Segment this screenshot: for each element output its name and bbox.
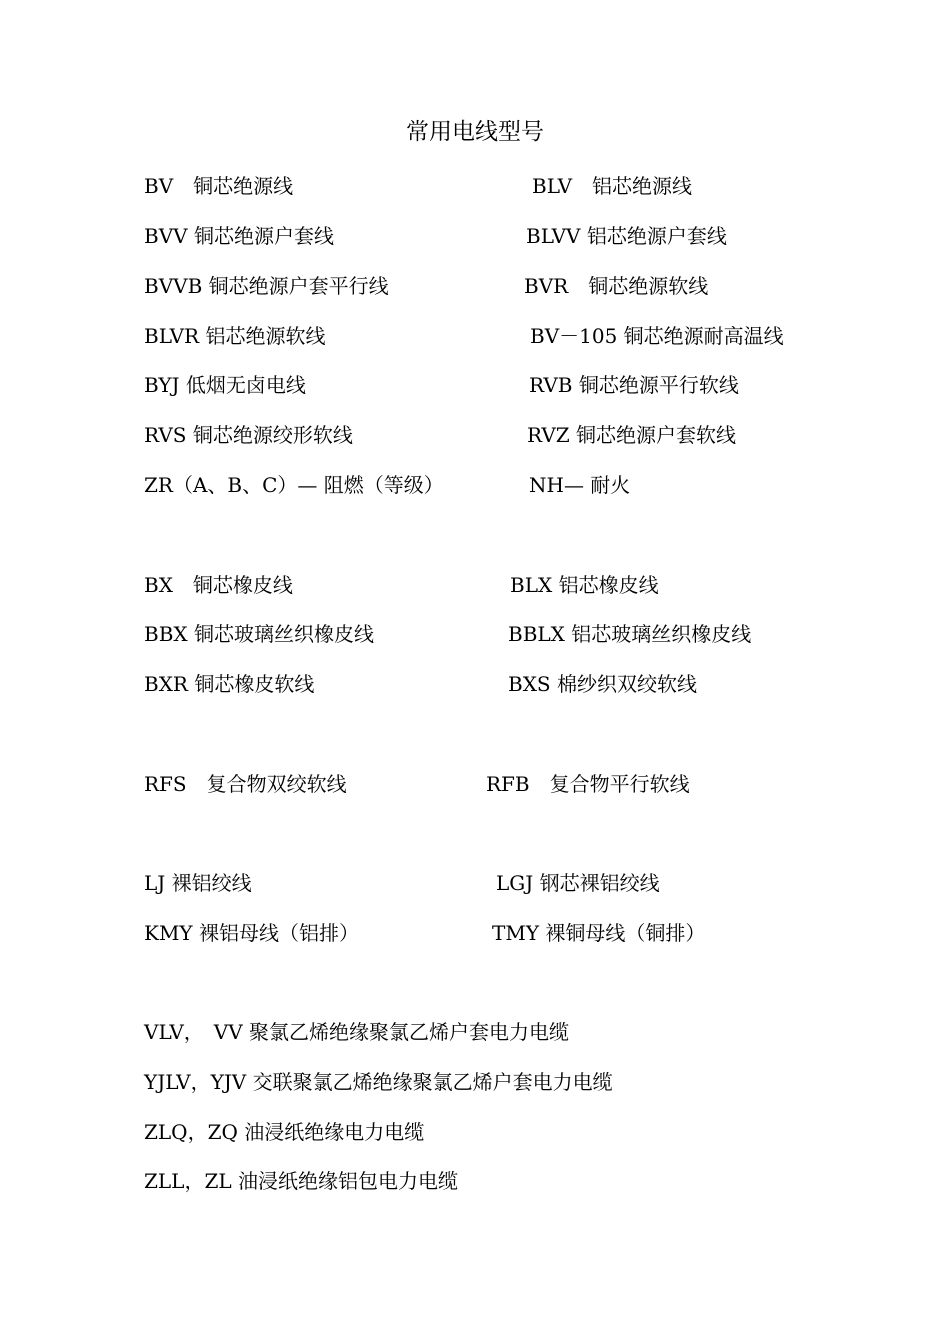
page-title: 常用电线型号 <box>406 119 544 145</box>
wire-type-rvz: RVZ 铜芯绝源户套软线 <box>527 423 737 447</box>
wire-type-rvs: RVS 铜芯绝源绞形软线 <box>144 423 353 447</box>
wire-type-bvv: BVV 铜芯绝源户套线 <box>144 224 334 248</box>
wire-type-byj: BYJ 低烟无卤电线 <box>144 373 306 397</box>
wire-type-bvr: BVR 铜芯绝源软线 <box>524 274 709 298</box>
wire-type-zr: ZR（A、B、C）— 阻燃（等级） <box>144 473 444 497</box>
wire-type-rfb: RFB 复合物平行软线 <box>486 772 690 796</box>
cable-type-zlq: ZLQ，ZQ 油浸纸绝缘电力电缆 <box>144 1120 425 1144</box>
wire-type-tmy: TMY 裸铜母线（铜排） <box>492 921 706 945</box>
wire-type-bblx: BBLX 铝芯玻璃丝织橡皮线 <box>508 622 752 646</box>
wire-type-lgj: LGJ 钢芯裸铝绞线 <box>496 871 660 895</box>
cable-type-vlv: VLV， VV 聚氯乙烯绝缘聚氯乙烯户套电力电缆 <box>144 1020 570 1044</box>
wire-type-bx: BX 铜芯橡皮线 <box>144 573 293 597</box>
wire-type-lj: LJ 裸铝绞线 <box>144 871 252 895</box>
wire-type-bvvb: BVVB 铜芯绝源户套平行线 <box>144 274 389 298</box>
wire-type-bbx: BBX 铜芯玻璃丝织橡皮线 <box>144 622 374 646</box>
wire-type-bv: BV 铜芯绝源线 <box>144 174 294 198</box>
wire-type-nh: NH— 耐火 <box>529 473 631 497</box>
wire-type-kmy: KMY 裸铝母线（铝排） <box>144 921 359 945</box>
wire-type-rvb: RVB 铜芯绝源平行软线 <box>529 373 739 397</box>
cable-type-zll: ZLL，ZL 油浸纸绝缘铝包电力电缆 <box>144 1169 458 1193</box>
wire-type-blv: BLV 铝芯绝源线 <box>532 174 693 198</box>
cable-type-yjlv: YJLV，YJV 交联聚氯乙烯绝缘聚氯乙烯户套电力电缆 <box>144 1070 613 1094</box>
wire-type-blx: BLX 铝芯橡皮线 <box>510 573 659 597</box>
wire-type-bxr: BXR 铜芯橡皮软线 <box>144 672 315 696</box>
wire-type-rfs: RFS 复合物双绞软线 <box>144 772 347 796</box>
wire-type-bv105: BV－105 铜芯绝源耐高温线 <box>530 324 784 348</box>
wire-type-bxs: BXS 棉纱织双绞软线 <box>508 672 697 696</box>
wire-type-blvr: BLVR 铝芯绝源软线 <box>144 324 326 348</box>
wire-type-blvv: BLVV 铝芯绝源户套线 <box>526 224 727 248</box>
